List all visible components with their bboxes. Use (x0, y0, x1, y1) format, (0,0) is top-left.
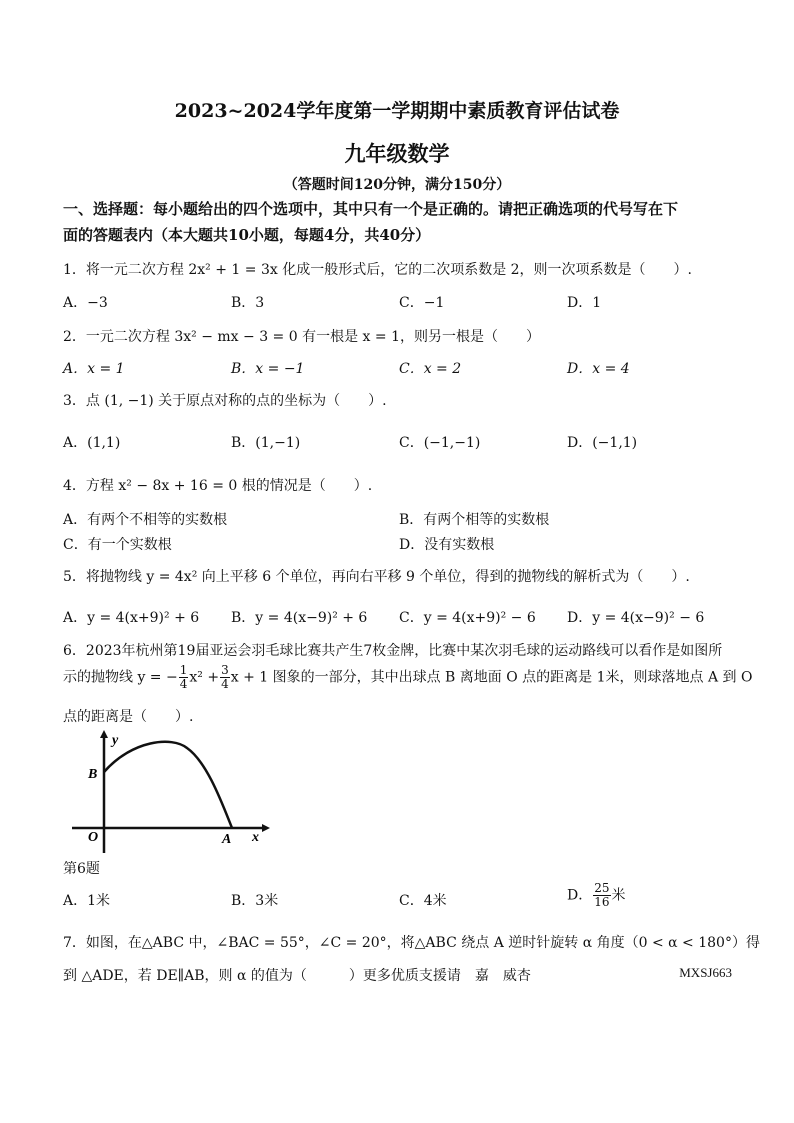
x-axis-arrow (262, 824, 270, 832)
question-7-stem-line1: 7．如图，在△ABC 中，∠BAC = 55°，∠C = 20°，将△ABC 绕点 A 逆时针旋转 α 角度（0 < α < 180°）得 (63, 935, 760, 951)
question-4-stem: 4．方程 x² − 8x + 16 = 0 根的情况是（ ）. (63, 478, 373, 494)
q6-option-b: B．3米 (231, 893, 279, 909)
question-6-stem-line1: 6．2023年杭州第19届亚运会羽毛球比赛共产生7枚金牌，比赛中某次羽毛球的运动路线可以看作是如图所 (63, 643, 723, 659)
q3-option-c: C．(−1,−1) (399, 435, 481, 451)
question-6-stem-line2 (63, 664, 752, 691)
q5-option-d: D．y = 4(x−9)² − 6 (567, 610, 705, 626)
label-x: x (252, 830, 259, 845)
footer-code: MXSJ663 (679, 965, 732, 980)
question-1-stem: 1．将一元二次方程 2x² + 1 = 3x 化成一般形式后，它的二次项系数是 2，则一次项系数是（ ）. (63, 262, 692, 278)
q6-optd-fraction (593, 882, 610, 909)
q2-option-c: C．x = 2 (399, 361, 462, 377)
y-axis-arrow (100, 730, 108, 738)
q2-option-a: A．x = 1 (63, 361, 125, 377)
q5-option-c: C．y = 4(x+9)² − 6 (399, 610, 536, 626)
q6-frac2-den: 4 (221, 677, 229, 691)
section-heading-line1: 一、选择题：每小题给出的四个选项中，其中只有一个是正确的。请把正确选项的代号写在下 (63, 200, 679, 218)
q6-option-d (567, 882, 626, 909)
q1-option-c: C．−1 (399, 295, 445, 311)
question-5-stem: 5．将抛物线 y = 4x² 向上平移 6 个单位，再向右平移 9 个单位，得到的抛物线的解析式为（ ）. (63, 569, 690, 585)
q6-optd-unit: 米 (611, 887, 626, 904)
q2-option-b: B．x = −1 (231, 361, 305, 377)
q6-line2-mid: x² + (189, 669, 220, 686)
subject-title: 九年级数学 (344, 141, 450, 166)
q1-option-b: B．3 (231, 295, 265, 311)
q6-optd-den: 16 (594, 895, 610, 909)
parabola-curve (104, 742, 232, 828)
q6-line2-post: x + 1 图象的一部分，其中出球点 B 离地面 O 点的距离是 1米，则球落地点 A 到 O (230, 669, 753, 686)
q6-frac2-num: 3 (221, 663, 229, 677)
q5-option-b: B．y = 4(x−9)² + 6 (231, 610, 368, 626)
question-3-stem: 3．点 (1, −1) 关于原点对称的点的坐标为（ ）. (63, 393, 387, 409)
q4-option-a: A．有两个不相等的实数根 (63, 512, 228, 528)
q3-option-a: A．(1,1) (63, 435, 121, 451)
q6-optd-num: 25 (594, 881, 610, 895)
q6-fraction-2 (220, 664, 230, 691)
question-6-stem-line3: 点的距离是（ ）. (63, 709, 194, 725)
question-7-stem-line2: 到 △ADE，若 DE∥AB，则 α 的值为（ ）更多优质支援请 嘉 威杏 (63, 968, 531, 984)
q2-option-d: D．x = 4 (567, 361, 630, 377)
q6-option-c: C．4米 (399, 893, 447, 909)
q4-option-d: D．没有实数根 (399, 537, 495, 553)
figure-6-caption: 第6题 (63, 861, 100, 877)
q4-option-b: B．有两个相等的实数根 (399, 512, 550, 528)
q6-fraction-1 (179, 664, 189, 691)
q6-optd-prefix: D． (567, 887, 593, 904)
parabola-figure (72, 728, 272, 853)
q3-option-d: D．(−1,1) (567, 435, 638, 451)
section-heading-line2: 面的答题表内（本大题共10小题，每题4分，共40分） (63, 226, 431, 244)
q4-option-c: C．有一个实数根 (63, 537, 172, 553)
label-a: A (222, 832, 232, 847)
label-o: O (88, 830, 99, 845)
q1-option-a: A．−3 (63, 295, 108, 311)
q3-option-b: B．(1,−1) (231, 435, 301, 451)
q6-line2-pre: 示的抛物线 y = − (63, 669, 178, 686)
question-2-stem: 2．一元二次方程 3x² − mx − 3 = 0 有一根是 x = 1，则另一根是（ ） (63, 329, 540, 345)
label-b: B (88, 767, 98, 782)
q5-option-a: A．y = 4(x+9)² + 6 (63, 610, 200, 626)
q6-option-a: A．1米 (63, 893, 111, 909)
time-note: （答题时间120分钟，满分150分） (283, 177, 511, 193)
label-y: y (112, 733, 119, 748)
q1-option-d: D．1 (567, 295, 602, 311)
q6-frac1-num: 1 (179, 663, 188, 677)
q6-frac1-den: 4 (179, 677, 188, 691)
exam-title: 2023~2024学年度第一学期期中素质教育评估试卷 (174, 100, 620, 122)
